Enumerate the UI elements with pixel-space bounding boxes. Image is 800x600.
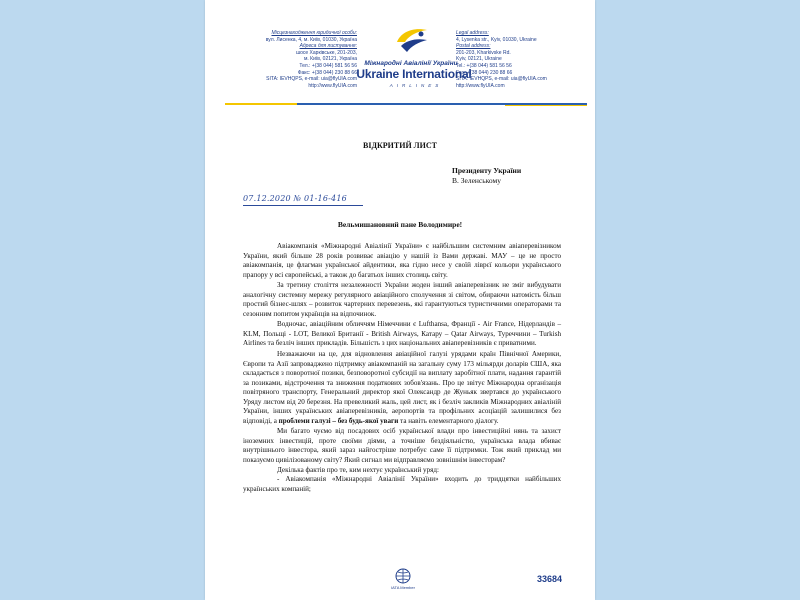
header-right-line: 4, Lysenka str., Kyiv, 01030, Ukraine [456,36,537,43]
paragraph-6: Декілька фактів про те, ким нехтує український уряд: [277,465,439,474]
header-right-line: 201-203, Kharkivske Rd. [456,49,511,56]
paragraph-4 [243,350,561,426]
header-right-line: SITA: IEVHQPS, e-mail: uia@flyUIA.com [456,76,547,83]
flag-stripe-yellow [225,103,297,105]
header-left-contacts [225,30,357,89]
brand-airlines: AIRLINES [389,83,443,88]
addressee-line2: В. Зеленському [452,176,502,185]
paragraph-4-bold: проблеми галузі – без будь-якої уваги [278,416,399,425]
brand-name-en: Ukraine International [356,67,472,81]
letter-body [243,242,561,494]
paragraph-3: Водночас, авіаційним обличчям Німеччини є Lufthansa, Франції - Air France, Нідерландів – KLM, Польщі - LOT, Великої Британії - British Airways, Катару – Qatar Airways, Туреччини – Turkish Airlines та безліч інших прикладів. Більшість з цих національних авіаперевізників є приватними. [243,320,561,348]
greeting: Вельмишановний пане Володимире! [337,220,463,229]
header-right-line: Fax: +(38 044) 230 88 66 [456,69,513,76]
registration-number: 07.12.2020 № 01-16-416 [243,194,347,203]
header-left-line: м. Київ, 02121, Україна [303,56,357,63]
header-right-line: Postal address: [456,43,491,50]
header-left-line: http://www.flyUIA.com [308,82,357,89]
header-right-line: Kyiv, 02121, Ukraine [456,56,502,63]
header-right-line: Tel.: +(38 044) 581 56 56 [456,62,512,69]
paragraph-5: Ми багато чуємо від посадових осіб української влади про інвестиційні нянь та захист іноземних інвестицій, проте своїми діями, а точніше бездіяльністю, українська влада вбиває внутрішнього інвестора, який зараз найгостріше потребує саме її підтримки. Тож який приклад ми показуємо цивілізованому світу? Який сигнал ми відправляємо зовнішнім інвесторам? [243,427,561,465]
registration-underline [243,205,363,206]
paragraph-4-text: Незважаючи на це, для відновлення авіаційної галузі урядами країн Північної Америки, Європи та Азії запроваджено підтримку авіакомпаній на загальну суму 173 мільярди доларів США, яка складається з поворотної позики, безповоротної субсидії на виплату заробітної плати, надання гарантій за позиками, відстрочення та зниження податкових зобов'язань. Про це звітує Міжнародна організація повітряного транспорту, Генеральний директор якої Олександр де Жуньяк звертався до українського Уряду листом від 20 березня. На превеликий жаль, цей лист, як і безліч закликів Міжнародних авіаліній України, інших українських авіаперевізників, аеропортів та профільних асоціацій залишилися без відповіді, а [243,350,561,425]
paragraph-2: За третину століття незалежності України жоден інший авіаперевізник не зміг вибудувати аналогічну системну мережу регулярного авіаційного сполучення зі світом, обираючи натомість більш простий бізнес-шлях – розвиток чартерних перевезень, які гарантуються туристичними операторами та сезонним попитом українців на відпочинок. [243,281,561,318]
header-left-line: Факс: +(38 044) 230 88 66 [297,69,357,76]
header-left-line: шосе Харківське, 201-203, [296,49,357,56]
document-number: 33684 [537,574,563,584]
header-left-line: Тел.: +(38 044) 581 56 56 [299,62,357,69]
header-right-line: http://www.flyUIA.com [456,82,505,89]
paragraph-4-tail: та навіть елементарного діалогу. [398,416,499,425]
addressee [452,166,521,186]
header-right-line: Legal address: [456,30,489,36]
header-left-line: SITA: IEVHQPS, e-mail: uia@flyUIA.com [266,76,357,83]
header-right-contacts [456,30,586,89]
uia-logo-icon [393,22,431,60]
letter-title: ВІДКРИТИЙ ЛИСТ [363,141,437,150]
paragraph-1: Авіакомпанія «Міжнародні Авіалінії України» є найбільшим системним авіаперевізником України, який більше 28 років розвиває авіацію у нашій із Вами державі. МАУ – це не просто авіакомпанія, це флагман української айдентики, яка гідно несе у своїй ліврєї кольори українського прапору у всі європейські, а також до багатьох інших столиць світу. [243,242,561,279]
brand-name-ua: Міжнародні Авіалінії України [364,60,458,67]
header-left-line: Адреса для листування: [299,43,357,50]
letter-page [205,0,595,600]
paragraph-7: - Авіакомпанія «Міжнародні Авіалінії України» входить до тридцятки найбільших українських компаній; [243,475,561,493]
iata-member-label: IATA Member [391,585,415,590]
addressee-line1: Президенту України [452,166,522,175]
header-left-line: Місцезнаходження юридичної особи: [271,30,357,36]
header-left-line: вул. Лисенка, 4, м. Київ, 01030, Україна [265,36,357,43]
flag-stripe-yellow-right [505,105,587,106]
iata-globe-icon [395,568,411,584]
